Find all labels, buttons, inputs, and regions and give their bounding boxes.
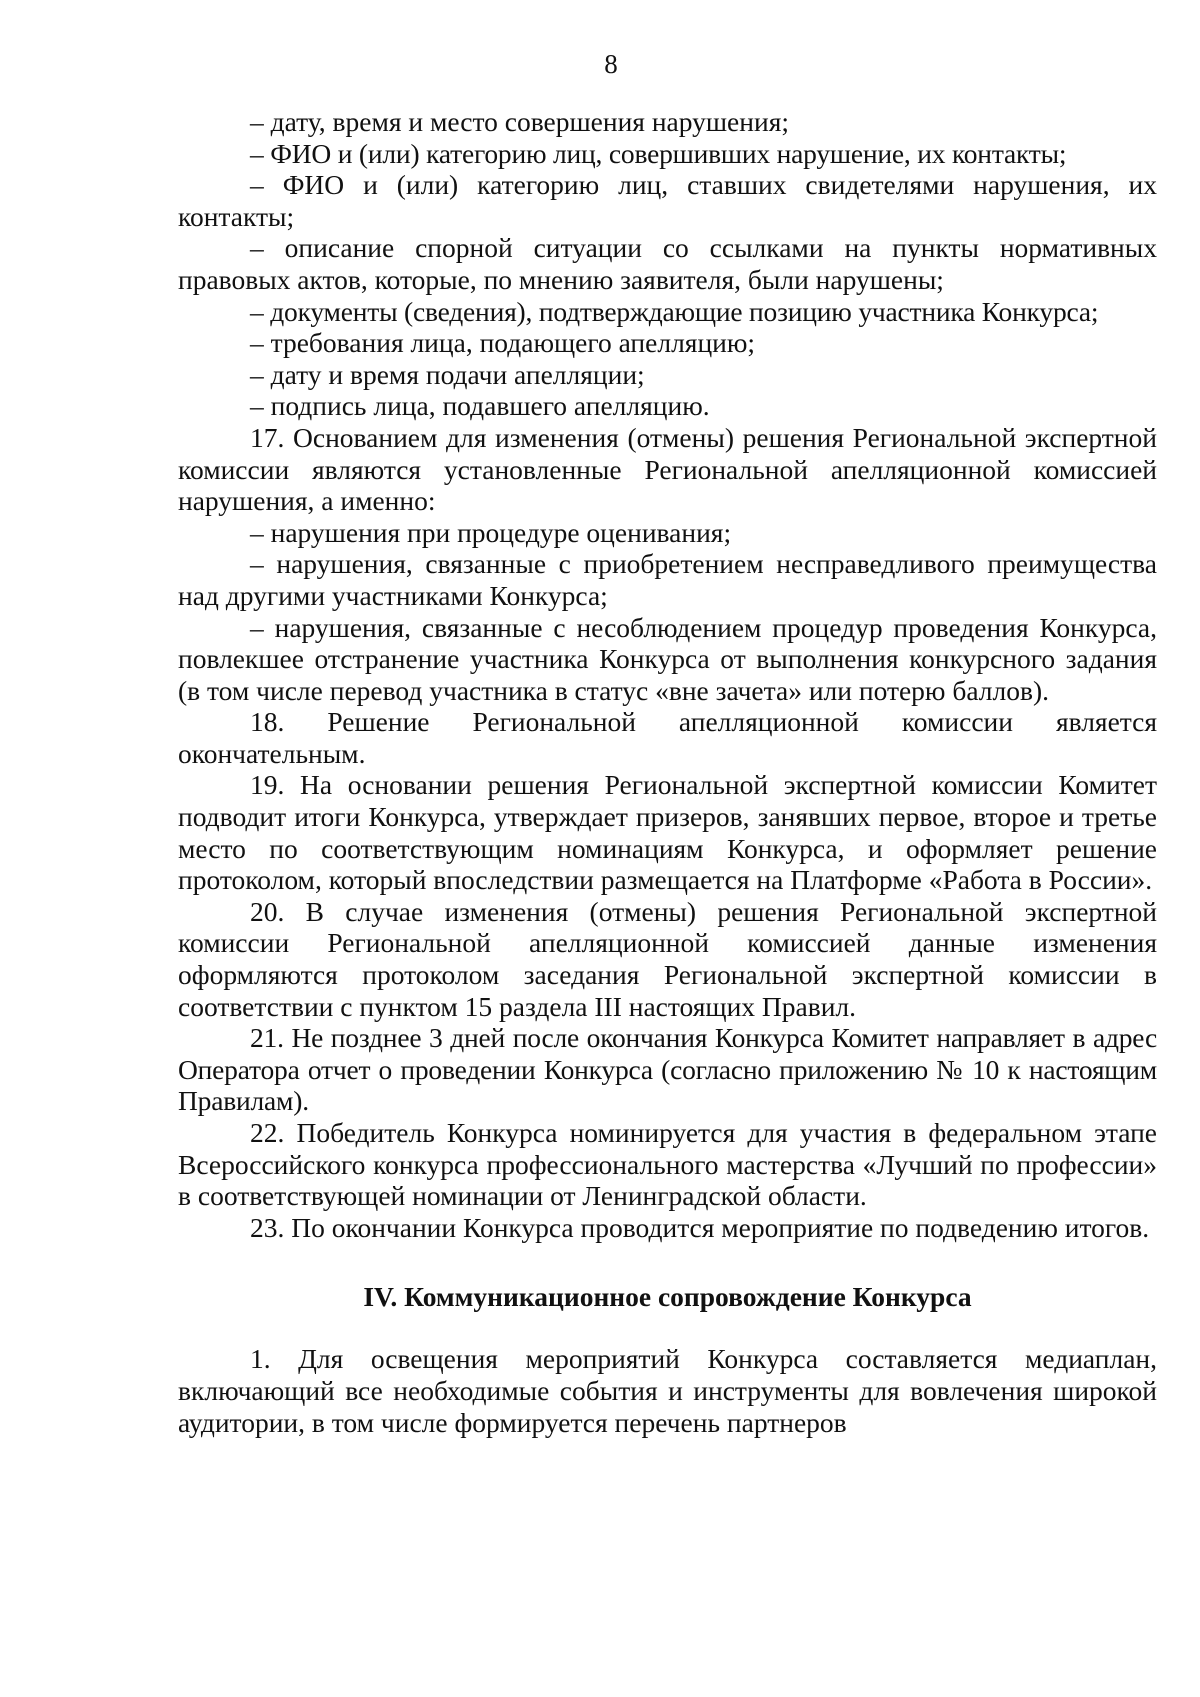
paragraph: – требования лица, подающего апелляцию; — [250, 327, 756, 359]
paragraph: 20. В случае изменения (отмены) решения Региональной экспертной комиссии Региональной апелляционной комиссией данные изменения оформляются протоколом заседания Региональной экспертной комиссии в соответствии с пунктом 15 раздела III настоящих Правил. — [178, 895, 1157, 1022]
paragraph: – нарушения при процедуре оценивания; — [250, 516, 732, 548]
paragraph: – ФИО и (или) категорию лиц, совершивших нарушение, их контакты; — [250, 137, 1067, 169]
paragraph: – описание спорной ситуации со ссылками на пункты нормативных правовых актов, которые, по мнению заявителя, были нарушены; — [178, 232, 1157, 295]
paragraph: 18. Решение Региональной апелляционной комиссии является окончательным. — [178, 706, 1157, 769]
paragraph: – документы (сведения), подтверждающие позицию участника Конкурса; — [250, 295, 1099, 327]
paragraph: – нарушения, связанные с несоблюдением процедур проведения Конкурса, повлекшее отстранение участника Конкурса от выполнения конкурсного задания (в том числе перевод участника в статус «вне зачета» или потерю баллов). — [178, 611, 1157, 706]
paragraph: – подпись лица, подавшего апелляцию. — [250, 390, 710, 422]
paragraph: 22. Победитель Конкурса номинируется для участия в федеральном этапе Всероссийского конкурса профессионального мастерства «Лучший по профессии» в соответствующей номинации от Ленинградской области. — [178, 1117, 1157, 1212]
paragraph: – дату, время и место совершения нарушения; — [250, 106, 789, 137]
section-heading: IV. Коммуникационное сопровождение Конкурса — [363, 1281, 972, 1313]
paragraph: – нарушения, связанные с приобретением несправедливого преимущества над другими участниками Конкурса; — [178, 548, 1157, 611]
paragraph: 19. На основании решения Региональной экспертной комиссии Комитет подводит итоги Конкурса, утверждает призеров, занявших первое, второе и третье место по соответствующим номинациям Конкурса, и оформляет решение протоколом, который впоследствии размещается на Платформе «Работа в России». — [178, 769, 1157, 896]
paragraph: – дату и время подачи апелляции; — [250, 358, 645, 390]
paragraph: 17. Основанием для изменения (отмены) решения Региональной экспертной комиссии являются установленные Региональной апелляционной комиссией нарушения, а именно: — [178, 421, 1157, 517]
document-body — [178, 106, 1157, 1438]
paragraph: 23. По окончании Конкурса проводится мероприятие по подведению итогов. — [250, 1211, 1150, 1243]
page-number: 8 — [604, 49, 618, 79]
paragraph: 1. Для освещения мероприятий Конкурса составляется медиаплан, включающий все необходимые события и инструменты для вовлечения широкой аудитории, в том числе формируется перечень партнеров — [178, 1343, 1157, 1438]
paragraph: 21. Не позднее 3 дней после окончания Конкурса Комитет направляет в адрес Оператора отчет о проведении Конкурса (согласно приложению № 10 к настоящим Правилам). — [178, 1022, 1157, 1117]
paragraph: – ФИО и (или) категорию лиц, ставших свидетелями нарушения, их контакты; — [178, 169, 1157, 232]
